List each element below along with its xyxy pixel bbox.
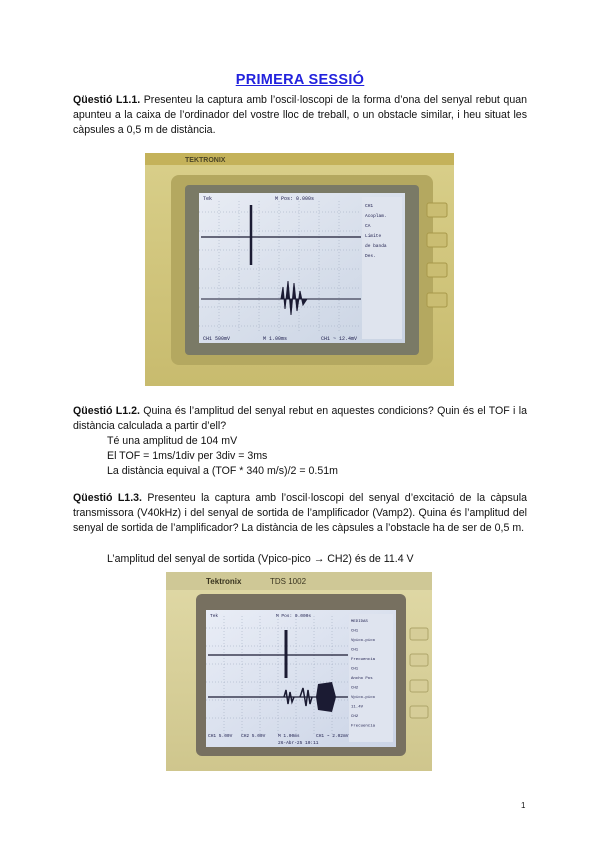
answer-output-amplitude: L’amplitud del senyal de sortida (Vpico-pico → CH2) és de 11.4 V <box>107 553 414 565</box>
scope2-brand: Tektronix <box>206 577 242 586</box>
scope1-bottom-mid: M 1.00ms <box>263 336 288 342</box>
scope-side-label: Vpico-pico <box>351 696 376 700</box>
oscilloscope-photo-2 <box>166 572 432 771</box>
scope-side-label: Ancho Pos <box>351 677 373 681</box>
scope1-brand: TEKTRONIX <box>185 157 226 164</box>
question-text: Presenteu la captura amb l’oscil·loscopi del senyal d’excitació de la càpsula transmissora (V40kHz) i del senyal de sortida de l’amplificador (Vamp2). Quina és l’amplitud del senyal de sortida de l’amplificador? La distància de les càpsules a l’obstacle ha de ser de 0,5 m. <box>73 492 527 535</box>
scope2-bottom-mid: M 1.00ms <box>278 734 300 739</box>
scope2-model: TDS 1002 <box>270 577 307 586</box>
scope-side-label: CH1 <box>351 648 359 653</box>
scope2-top-left: Tek <box>210 614 219 619</box>
scope-side-label: Frecuencia <box>351 658 376 662</box>
question-l1-2 <box>73 404 527 434</box>
scope-side-label: CH2 <box>351 715 359 719</box>
scope-side-label: CH1 <box>365 204 374 209</box>
oscilloscope-photo-1 <box>145 153 454 386</box>
scope-side-label: 11.4V <box>351 705 364 710</box>
scope-side-label: CA <box>365 224 371 229</box>
question-label: Qüestió L1.3. <box>73 492 142 504</box>
scope2-bottom-ch2: CH2 5.00V <box>241 734 266 739</box>
question-text: Quina és l’amplitud del senyal rebut en aquestes condicions? Quin és el TOF i la distància calculada a partir d’ell? <box>73 405 527 433</box>
scope-side-label: CH1 <box>351 629 359 634</box>
answer-tof: El TOF = 1ms/1div per 3div = 3ms <box>107 450 268 462</box>
question-label: Qüestió L1.2. <box>73 405 140 417</box>
question-l1-3 <box>73 491 527 537</box>
scope1-top-mid: M Pos: 0.000s <box>275 196 315 202</box>
page-number: 1 <box>521 801 526 810</box>
scope-side-label: Des. <box>365 254 376 259</box>
scope-side-label: Límite <box>365 234 382 239</box>
question-text: Presenteu la captura amb l’oscil·loscopi de la forma d’ona del senyal rebut quan apunteu a la caixa de l’ordinador del vostre lloc de treball, o un obstacle similar, i heu situat les càpsules a 0,5 m de distància. <box>73 94 527 137</box>
question-l1-1 <box>73 93 527 139</box>
page-title: PRIMERA SESSIÓ <box>235 72 365 88</box>
scope2-bottom-right: CH1 ~ 2.02mV <box>316 734 349 739</box>
scope-side-label: Acoplam. <box>365 214 387 219</box>
scope2-top-mid: M Pos: 0.000s <box>276 614 312 619</box>
scope-side-label: CH1 <box>351 667 359 672</box>
answer-amplitude: Té una amplitud de 104 mV <box>107 435 238 447</box>
scope1-top-left: Tek <box>203 196 213 202</box>
scope2-bottom-left: CH1 5.00V <box>208 734 233 739</box>
scope2-date: 26-Abr-25 10:11 <box>278 741 319 746</box>
answer-distance: La distància equival a (TOF * 340 m/s)/2 = 0.51m <box>107 465 338 477</box>
scope-side-label: Frecuencia <box>351 724 376 729</box>
scope-side-label: MEDIDAS <box>351 620 368 624</box>
scope-side-label: Vpico-pico <box>351 639 376 643</box>
scope1-bottom-right: CH1 ~ 12.4mV <box>321 336 358 342</box>
scope-side-label: CH2 <box>351 686 359 691</box>
scope1-bottom-left: CH1 500mV <box>203 336 231 342</box>
scope-side-label: de banda <box>365 244 387 249</box>
question-label: Qüestió L1.1. <box>73 94 141 106</box>
